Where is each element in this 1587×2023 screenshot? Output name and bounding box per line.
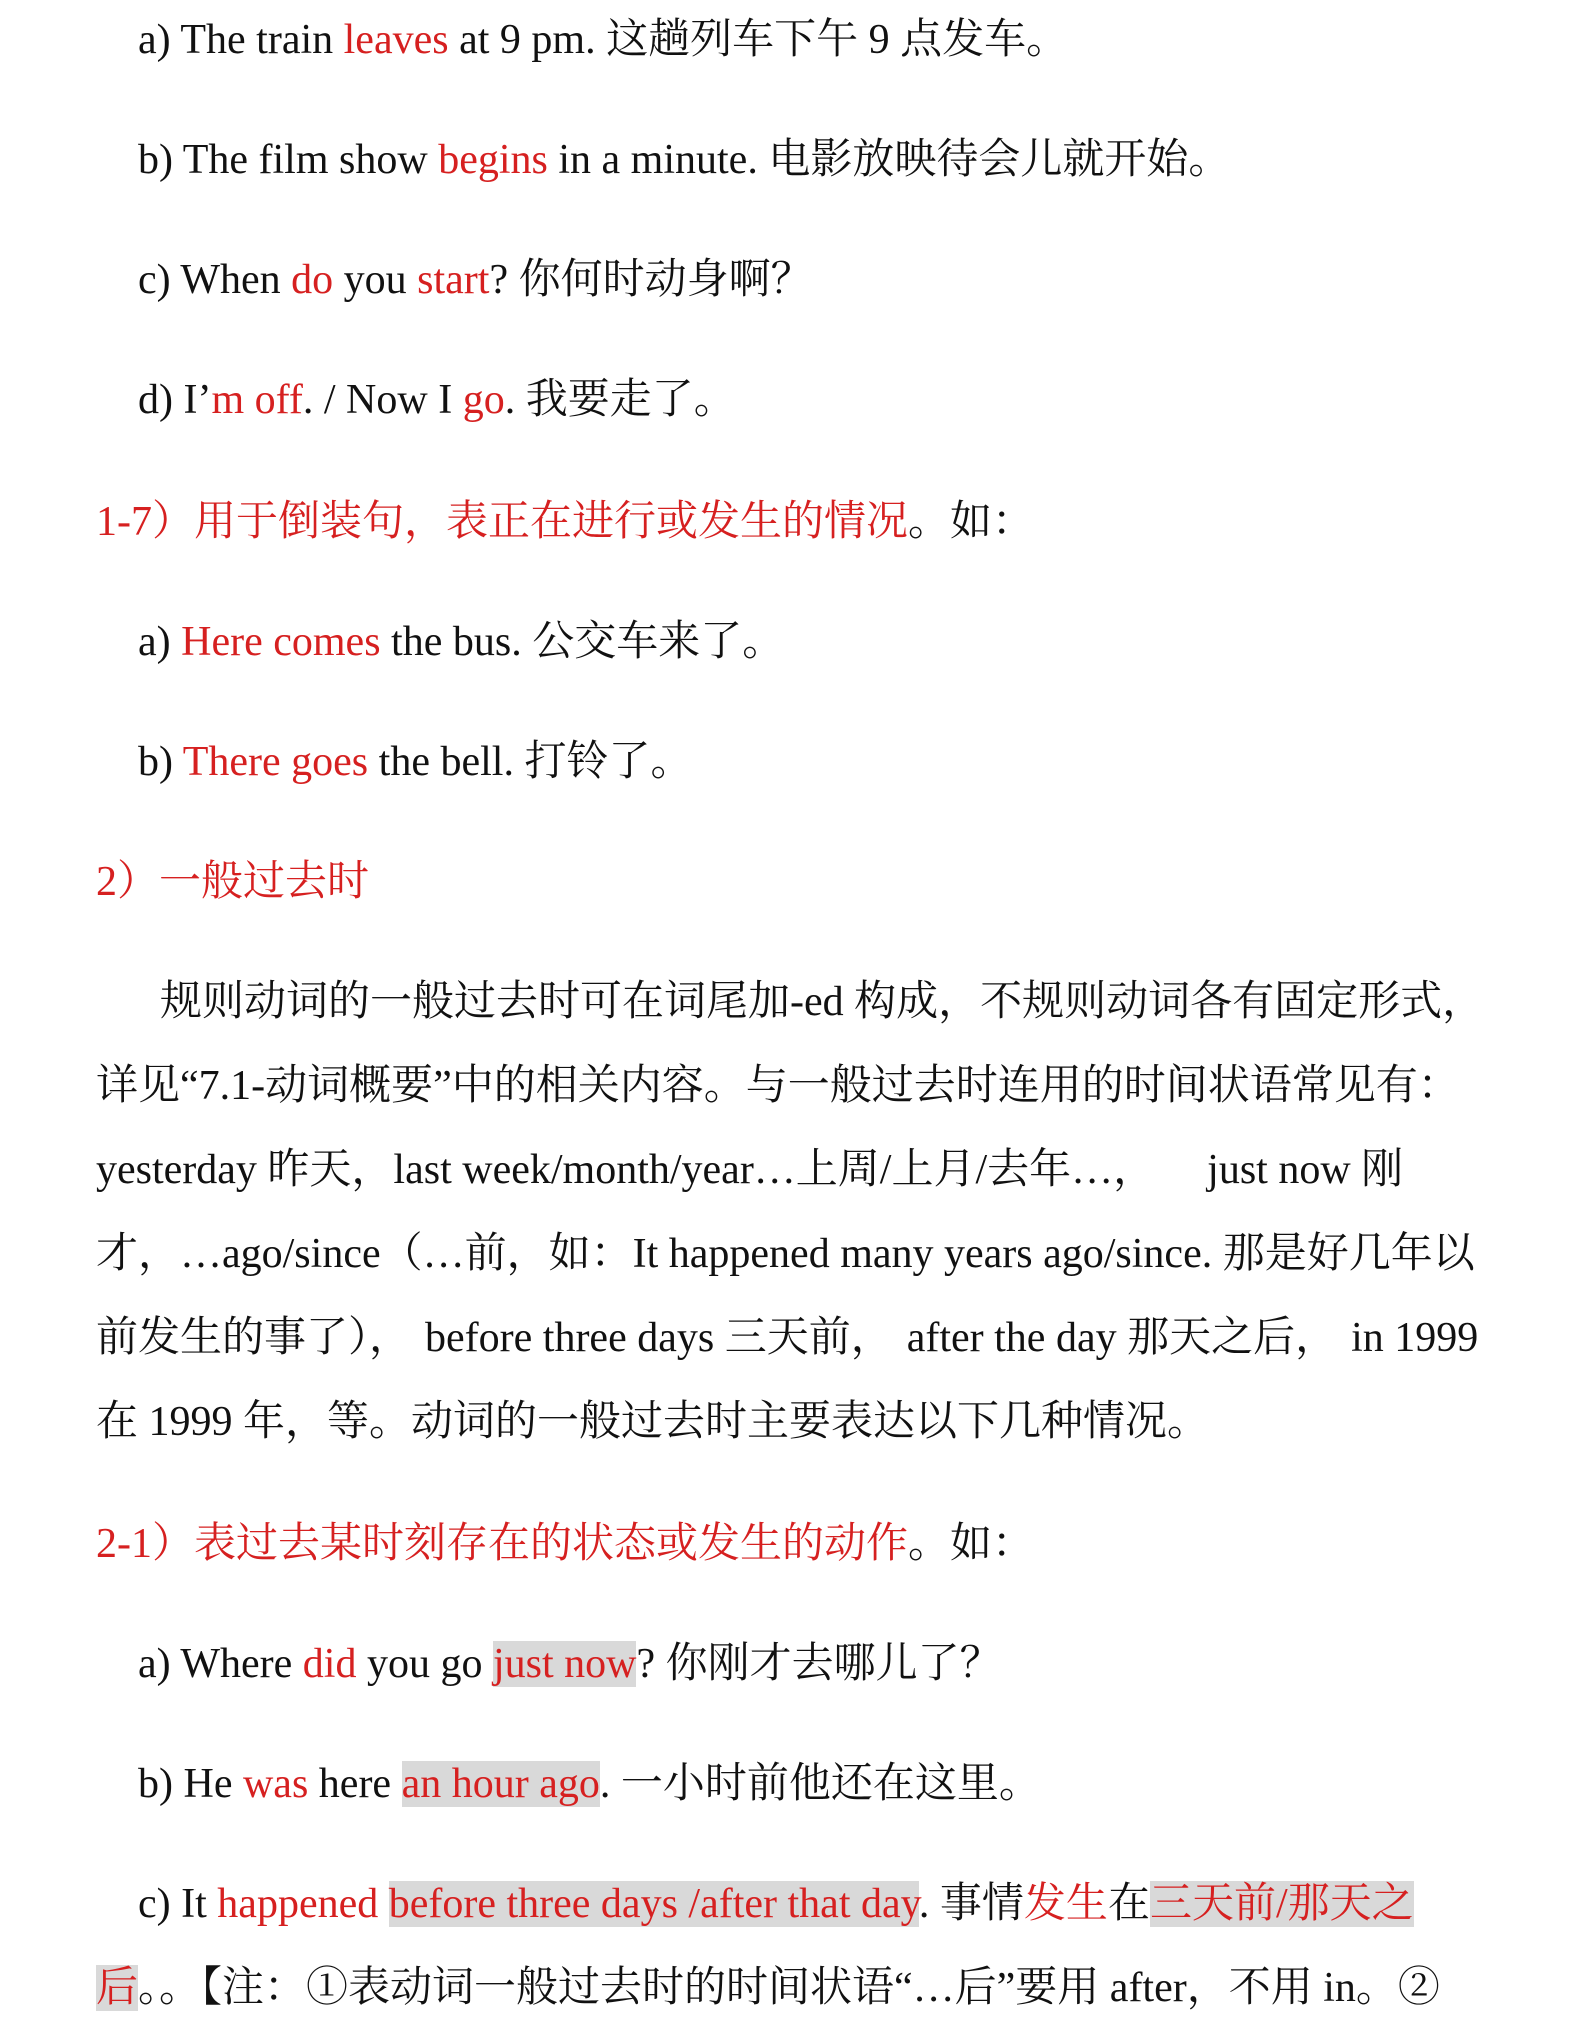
highlight-verb: m off — [211, 377, 303, 423]
example-text: c) It — [138, 1881, 218, 1927]
example-text: in a minute. 电影放映待会儿就开始。 — [547, 137, 1231, 183]
highlight-verb: was — [242, 1761, 309, 1807]
highlight-verb: There goes — [182, 739, 369, 785]
example-text: 在 — [1107, 1881, 1150, 1927]
paragraph-line: 详见“7.1-动词概要”中的相关内容。与一般过去时连用的时间状语常见有： — [96, 1063, 1460, 1109]
section-heading — [96, 1514, 1034, 1574]
example-text: b) — [138, 739, 183, 785]
highlight-verb: happened — [217, 1881, 379, 1927]
paragraph-text: after the day 那天之后， — [906, 1315, 1338, 1361]
example-line — [138, 1634, 1002, 1694]
section-heading — [96, 492, 1034, 552]
example-text: a) — [138, 619, 182, 665]
paragraph-text: yesterday 昨天，last week/month/year…上周/上月/去年…， — [96, 1147, 1156, 1193]
time-adverbial: 后 — [96, 1965, 139, 2011]
paragraph-line: 在 1999 年，等。动词的一般过去时主要表达以下几种情况。 — [96, 1399, 1210, 1445]
heading-text: 2-1）表过去某时刻存在的状态或发生的动作 — [96, 1521, 908, 1567]
example-text: . 我要走了。 — [504, 377, 736, 423]
paragraph-text: in 1999 — [1351, 1315, 1479, 1361]
paragraph-line — [96, 1140, 1403, 1200]
example-text: b) He — [138, 1761, 243, 1807]
example-text: d) I’ — [138, 377, 212, 423]
paragraph-line: 规则动词的一般过去时可在词尾加-ed 构成，不规则动词各有固定形式， — [160, 979, 1485, 1025]
example-text: you go — [356, 1641, 493, 1687]
example-text: the bus. 公交车来了。 — [380, 619, 785, 665]
example-text: . / Now I — [302, 377, 463, 423]
heading-suffix: 。如： — [908, 499, 1035, 545]
time-adverbial: an hour ago — [401, 1761, 600, 1807]
example-line — [138, 130, 1230, 190]
example-text: . 事情 — [918, 1881, 1024, 1927]
example-line — [96, 1958, 1440, 2018]
note-text: 。。【注：①表动词一般过去时的时间状语“…后”要用 after，不用 in。② — [138, 1965, 1440, 2011]
example-line — [138, 612, 784, 672]
paragraph-line: 才，…ago/since（…前，如：It happened many years ago/since. 那是好几年以 — [96, 1231, 1475, 1277]
example-line — [138, 10, 1068, 70]
highlight-verb: leaves — [343, 17, 449, 63]
example-text: ? 你何时动身啊？ — [489, 257, 813, 303]
highlight-verb: did — [302, 1641, 357, 1687]
example-text: here — [308, 1761, 402, 1807]
example-line — [138, 370, 736, 430]
example-line — [138, 1754, 1041, 1814]
paragraph-line — [96, 1308, 1478, 1368]
highlight-verb: go — [462, 377, 505, 423]
highlight-verb: begins — [438, 137, 548, 183]
example-text: c) When — [138, 257, 292, 303]
example-text: a) The train — [138, 17, 344, 63]
highlight-verb: start — [417, 257, 490, 303]
example-text: a) Where — [138, 1641, 303, 1687]
example-text: you — [333, 257, 418, 303]
example-line — [138, 250, 813, 310]
section-heading: 2）一般过去时 — [96, 859, 370, 905]
example-text: the bell. 打铃了。 — [368, 739, 693, 785]
example-text: . 一小时前他还在这里。 — [599, 1761, 1041, 1807]
example-text — [378, 1881, 389, 1927]
highlight-verb: Here comes — [181, 619, 381, 665]
paragraph-text: just now 刚 — [1207, 1147, 1404, 1193]
example-text: b) The film show — [138, 137, 439, 183]
example-line — [138, 1874, 1414, 1934]
time-adverbial: before three days /after that day — [388, 1881, 919, 1927]
example-text: at 9 pm. 这趟列车下午 9 点发车。 — [448, 17, 1069, 63]
time-adverbial: 三天前/那天之 — [1149, 1881, 1414, 1927]
paragraph-text: 前发生的事了）， — [96, 1315, 412, 1361]
heading-text: 1-7）用于倒装句，表正在进行或发生的情况 — [96, 499, 908, 545]
highlight-verb: do — [291, 257, 334, 303]
heading-suffix: 。如： — [908, 1521, 1035, 1567]
example-line — [138, 732, 692, 792]
time-adverbial: just now — [492, 1641, 637, 1687]
example-text: ? 你刚才去哪儿了？ — [636, 1641, 1002, 1687]
paragraph-text: before three days 三天前， — [425, 1315, 893, 1361]
highlight-verb: 发生 — [1023, 1881, 1108, 1927]
